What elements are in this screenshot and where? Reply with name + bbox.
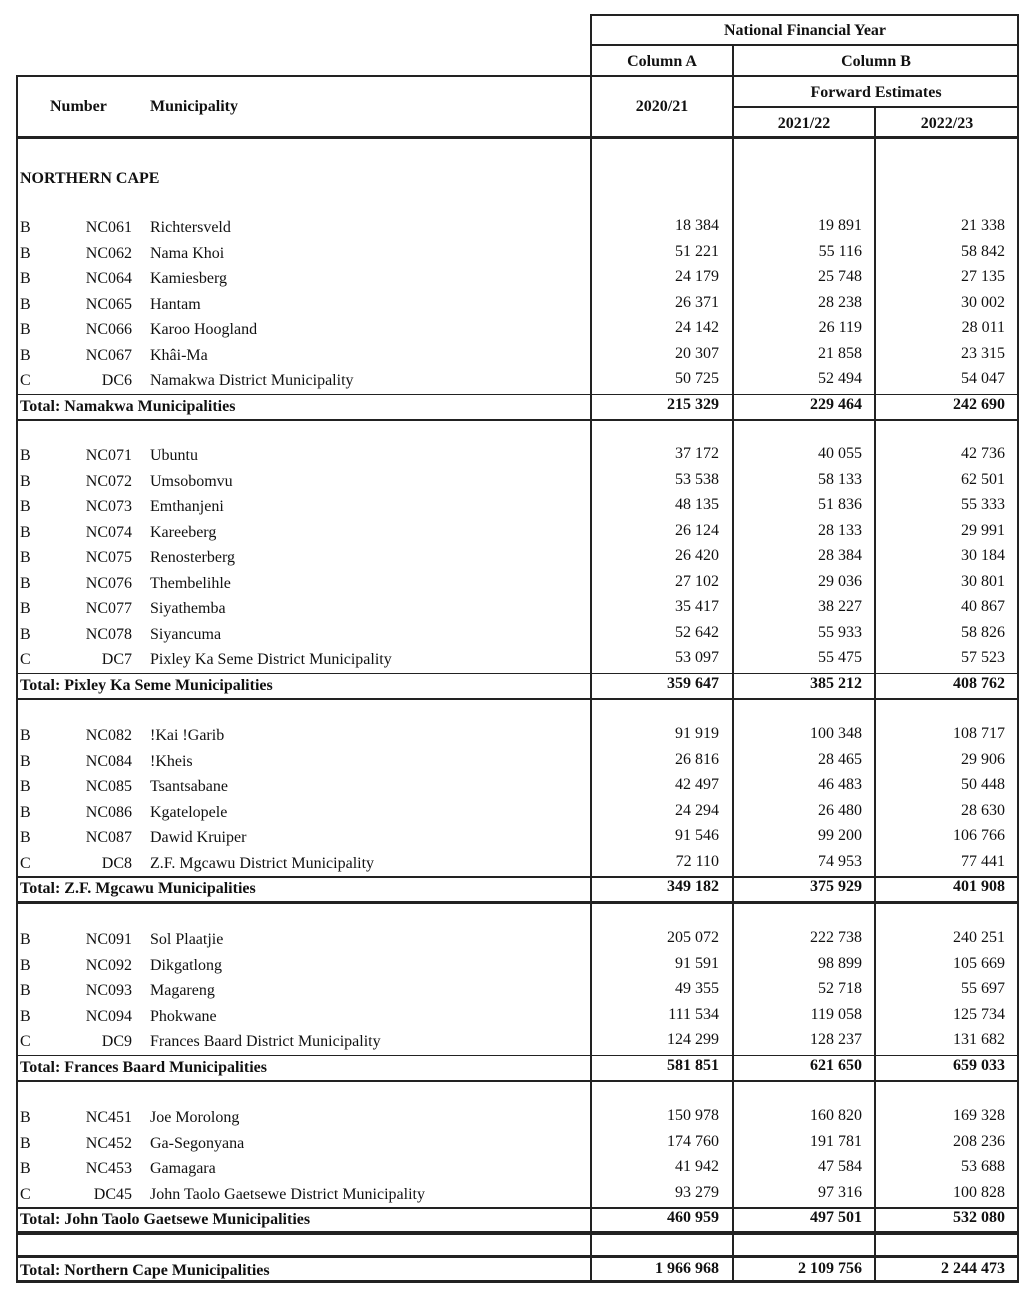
row-value-2021: 222 738 xyxy=(810,929,862,946)
frame-line xyxy=(16,1280,1019,1283)
row-municipality: !Kai !Garib xyxy=(150,727,225,744)
row-code: NC067 xyxy=(85,346,132,364)
row-divider xyxy=(16,698,1019,701)
row-code: NC066 xyxy=(85,321,132,338)
row-category: B xyxy=(20,1109,31,1126)
row-category: C xyxy=(20,1185,31,1203)
header-number: Number xyxy=(50,98,107,115)
row-category: B xyxy=(20,346,31,364)
header-municipality: Municipality xyxy=(150,98,239,115)
row-value-2021: 55 933 xyxy=(818,623,862,641)
row-municipality: Namakwa District Municipality xyxy=(150,372,354,389)
row-category: B xyxy=(20,600,31,617)
row-value-2021: 46 483 xyxy=(818,776,862,793)
row-code: DC6 xyxy=(101,372,132,389)
row-code: NC084 xyxy=(85,752,132,770)
group-total-2020: 359 647 xyxy=(667,674,719,692)
row-value-2020: 42 497 xyxy=(675,776,719,793)
row-value-2020: 93 279 xyxy=(675,1183,719,1201)
row-value-2020: 124 299 xyxy=(667,1031,719,1048)
group-total-label: Total: Namakwa Municipalities xyxy=(20,397,236,415)
row-divider xyxy=(16,673,1019,675)
row-value-2021: 100 348 xyxy=(810,725,862,742)
row-municipality: Thembelihle xyxy=(150,574,231,592)
grand-total-2022: 2 244 473 xyxy=(941,1260,1005,1277)
row-value-2020: 24 142 xyxy=(675,319,719,336)
row-municipality: Richtersveld xyxy=(150,219,231,236)
row-value-2021: 51 836 xyxy=(818,496,862,513)
group-total-label: Total: Z.F. Mgcawu Municipalities xyxy=(20,880,256,897)
row-value-2022: 29 906 xyxy=(961,750,1005,768)
group-total-label: Total: Frances Baard Municipalities xyxy=(20,1058,267,1076)
row-value-2022: 208 236 xyxy=(953,1132,1005,1150)
row-value-2021: 74 953 xyxy=(818,852,862,870)
province-heading: NORTHERN CAPE xyxy=(20,170,160,187)
row-value-2020: 37 172 xyxy=(675,445,719,462)
row-value-2021: 25 748 xyxy=(818,268,862,285)
row-code: NC085 xyxy=(85,778,132,795)
row-value-2022: 55 333 xyxy=(961,496,1005,513)
frame-line xyxy=(733,106,1019,108)
row-code: NC072 xyxy=(85,472,132,490)
row-value-2022: 21 338 xyxy=(961,217,1005,234)
row-code: NC078 xyxy=(85,625,132,643)
row-code: NC061 xyxy=(85,219,132,236)
frame-line xyxy=(16,1255,1019,1258)
row-code: NC064 xyxy=(85,270,132,287)
frame-line xyxy=(590,14,1019,16)
row-code: NC065 xyxy=(85,295,132,313)
row-value-2021: 52 494 xyxy=(818,370,862,387)
group-total-2022: 532 080 xyxy=(953,1209,1005,1226)
row-municipality: Phokwane xyxy=(150,1007,217,1025)
row-municipality: Kareeberg xyxy=(150,523,217,541)
row-value-2022: 40 867 xyxy=(961,598,1005,615)
row-value-2020: 26 816 xyxy=(675,750,719,768)
row-category: C xyxy=(20,1033,31,1050)
row-municipality: Nama Khoi xyxy=(150,244,225,262)
row-code: DC45 xyxy=(93,1185,132,1203)
row-municipality: Joe Morolong xyxy=(150,1109,240,1126)
column-line xyxy=(874,106,876,1282)
row-category: B xyxy=(20,498,31,515)
row-category: B xyxy=(20,244,31,262)
row-category: B xyxy=(20,778,31,795)
row-value-2021: 191 781 xyxy=(810,1132,862,1150)
row-code: NC091 xyxy=(85,931,132,948)
row-value-2021: 26 119 xyxy=(818,319,862,336)
row-municipality: !Kheis xyxy=(150,752,193,770)
row-value-2021: 98 899 xyxy=(818,954,862,972)
row-value-2021: 55 116 xyxy=(818,242,862,260)
row-value-2021: 128 237 xyxy=(810,1031,862,1048)
row-category: B xyxy=(20,1134,31,1152)
row-value-2022: 105 669 xyxy=(953,954,1005,972)
row-value-2020: 205 072 xyxy=(667,929,719,946)
row-value-2022: 100 828 xyxy=(953,1183,1005,1201)
row-value-2022: 28 630 xyxy=(961,801,1005,819)
row-value-2022: 58 842 xyxy=(961,242,1005,260)
row-value-2022: 53 688 xyxy=(961,1158,1005,1175)
row-municipality: Renosterberg xyxy=(150,549,236,566)
row-code: DC7 xyxy=(101,651,132,668)
row-category: B xyxy=(20,727,31,744)
row-category: B xyxy=(20,931,31,948)
row-value-2021: 58 133 xyxy=(818,470,862,488)
row-category: B xyxy=(20,1160,31,1177)
group-total-label: Total: Pixley Ka Seme Municipalities xyxy=(20,676,273,694)
row-code: NC076 xyxy=(85,574,132,592)
row-divider xyxy=(16,419,1019,422)
row-municipality: Magareng xyxy=(150,982,215,999)
row-value-2020: 41 942 xyxy=(675,1158,719,1175)
row-value-2022: 27 135 xyxy=(961,268,1005,285)
row-code: NC452 xyxy=(85,1134,132,1152)
column-line xyxy=(732,44,734,1282)
row-value-2021: 28 465 xyxy=(818,750,862,768)
row-value-2022: 54 047 xyxy=(961,370,1005,387)
row-value-2020: 51 221 xyxy=(675,242,719,260)
row-value-2021: 99 200 xyxy=(818,827,862,844)
group-total-2020: 215 329 xyxy=(667,395,719,413)
row-code: NC077 xyxy=(85,600,132,617)
row-value-2022: 28 011 xyxy=(961,319,1005,336)
row-code: NC094 xyxy=(85,1007,132,1025)
row-municipality: Khâi-Ma xyxy=(150,346,208,364)
grand-total-label: Total: Northern Cape Municipalities xyxy=(20,1262,270,1279)
row-category: C xyxy=(20,651,31,668)
row-code: NC082 xyxy=(85,727,132,744)
row-municipality: Gamagara xyxy=(150,1160,216,1177)
row-municipality: Ga-Segonyana xyxy=(150,1134,245,1152)
row-municipality: Karoo Hoogland xyxy=(150,321,258,338)
row-value-2022: 29 991 xyxy=(961,521,1005,539)
row-value-2020: 49 355 xyxy=(675,980,719,997)
column-line xyxy=(590,14,592,1282)
row-value-2020: 174 760 xyxy=(667,1132,719,1150)
row-municipality: Z.F. Mgcawu District Municipality xyxy=(150,854,375,872)
row-value-2022: 42 736 xyxy=(961,445,1005,462)
row-code: NC093 xyxy=(85,982,132,999)
row-category: B xyxy=(20,270,31,287)
group-total-2022: 659 033 xyxy=(953,1056,1005,1074)
row-municipality: Umsobomvu xyxy=(150,472,233,490)
row-value-2022: 131 682 xyxy=(953,1031,1005,1048)
header-forward-estimates: Forward Estimates xyxy=(810,84,942,101)
row-value-2022: 30 002 xyxy=(961,293,1005,311)
row-category: C xyxy=(20,854,31,872)
group-total-2021: 385 212 xyxy=(810,674,862,692)
row-value-2021: 26 480 xyxy=(818,801,862,819)
row-category: B xyxy=(20,321,31,338)
group-total-2022: 401 908 xyxy=(953,878,1005,895)
row-value-2020: 20 307 xyxy=(675,344,719,362)
row-value-2022: 106 766 xyxy=(953,827,1005,844)
row-value-2021: 119 058 xyxy=(810,1005,862,1023)
row-value-2021: 38 227 xyxy=(818,598,862,615)
row-municipality: Sol Plaatjie xyxy=(150,931,224,948)
row-category: B xyxy=(20,829,31,846)
row-value-2020: 50 725 xyxy=(675,370,719,387)
row-municipality: Dawid Kruiper xyxy=(150,829,247,846)
row-value-2020: 91 919 xyxy=(675,725,719,742)
row-municipality: Siyancuma xyxy=(150,625,222,643)
group-total-2020: 581 851 xyxy=(667,1056,719,1074)
row-category: B xyxy=(20,625,31,643)
row-code: NC453 xyxy=(85,1160,132,1177)
row-code: NC074 xyxy=(85,523,132,541)
row-value-2022: 240 251 xyxy=(953,929,1005,946)
column-line xyxy=(1017,14,1019,1282)
row-value-2022: 23 315 xyxy=(961,344,1005,362)
row-category: B xyxy=(20,549,31,566)
row-value-2020: 24 179 xyxy=(675,268,719,285)
row-value-2022: 50 448 xyxy=(961,776,1005,793)
group-total-2021: 497 501 xyxy=(810,1209,862,1226)
header-national-financial-year: National Financial Year xyxy=(723,22,887,39)
row-code: NC062 xyxy=(85,244,132,262)
row-value-2021: 97 316 xyxy=(818,1183,862,1201)
row-municipality: Siyathemba xyxy=(150,600,226,617)
row-value-2022: 58 826 xyxy=(961,623,1005,641)
row-value-2020: 26 371 xyxy=(675,293,719,311)
row-value-2021: 19 891 xyxy=(818,217,862,234)
row-category: B xyxy=(20,982,31,999)
group-total-2021: 375 929 xyxy=(810,878,862,895)
frame-line xyxy=(590,44,1019,46)
group-total-label: Total: John Taolo Gaetsewe Municipalities xyxy=(20,1211,311,1228)
row-value-2021: 28 133 xyxy=(818,521,862,539)
group-total-2020: 349 182 xyxy=(667,878,719,895)
row-code: DC9 xyxy=(101,1033,132,1050)
row-value-2022: 57 523 xyxy=(961,649,1005,666)
row-code: NC092 xyxy=(85,956,132,974)
row-category: B xyxy=(20,295,31,313)
row-value-2020: 53 097 xyxy=(675,649,719,666)
group-total-2020: 460 959 xyxy=(667,1209,719,1226)
group-total-2022: 242 690 xyxy=(953,395,1005,413)
row-value-2022: 55 697 xyxy=(961,980,1005,997)
row-divider xyxy=(16,876,1019,878)
row-category: B xyxy=(20,752,31,770)
row-value-2021: 21 858 xyxy=(818,344,862,362)
row-value-2020: 150 978 xyxy=(667,1107,719,1124)
row-value-2020: 27 102 xyxy=(675,572,719,590)
row-value-2020: 24 294 xyxy=(675,801,719,819)
row-value-2022: 125 734 xyxy=(953,1005,1005,1023)
row-municipality: Kamiesberg xyxy=(150,270,228,287)
row-divider xyxy=(16,1080,1019,1083)
row-municipality: Frances Baard District Municipality xyxy=(150,1033,381,1050)
group-total-2021: 621 650 xyxy=(810,1056,862,1074)
row-municipality: Tsantsabane xyxy=(150,778,228,795)
row-value-2021: 40 055 xyxy=(818,445,862,462)
row-value-2022: 62 501 xyxy=(961,470,1005,488)
row-category: B xyxy=(20,803,31,821)
row-value-2021: 52 718 xyxy=(818,980,862,997)
group-total-2022: 408 762 xyxy=(953,674,1005,692)
row-municipality: John Taolo Gaetsewe District Municipality xyxy=(150,1185,425,1203)
row-value-2022: 108 717 xyxy=(953,725,1005,742)
row-category: B xyxy=(20,1007,31,1025)
row-value-2021: 28 384 xyxy=(818,547,862,564)
row-category: B xyxy=(20,956,31,974)
row-divider xyxy=(16,901,1019,904)
row-municipality: Emthanjeni xyxy=(150,498,224,515)
grand-total-2020: 1 966 968 xyxy=(655,1260,719,1277)
row-code: NC087 xyxy=(85,829,132,846)
row-value-2022: 30 801 xyxy=(961,572,1005,590)
row-code: NC086 xyxy=(85,803,132,821)
row-category: C xyxy=(20,372,31,389)
row-municipality: Pixley Ka Seme District Municipality xyxy=(150,651,392,668)
group-total-2021: 229 464 xyxy=(810,395,862,413)
row-value-2021: 47 584 xyxy=(818,1158,862,1175)
row-category: B xyxy=(20,219,31,236)
row-municipality: Kgatelopele xyxy=(150,803,228,821)
row-value-2020: 111 534 xyxy=(668,1005,719,1023)
row-value-2022: 30 184 xyxy=(961,547,1005,564)
row-category: B xyxy=(20,447,31,464)
row-divider xyxy=(16,1207,1019,1209)
row-divider xyxy=(16,394,1019,396)
header-year-2020: 2020/21 xyxy=(635,98,689,115)
row-value-2020: 48 135 xyxy=(675,496,719,513)
row-municipality: Ubuntu xyxy=(150,447,198,464)
row-municipality: Dikgatlong xyxy=(150,956,222,974)
row-value-2020: 18 384 xyxy=(675,217,719,234)
row-value-2020: 72 110 xyxy=(675,852,719,870)
row-value-2021: 28 238 xyxy=(818,293,862,311)
row-code: NC075 xyxy=(85,549,132,566)
row-category: B xyxy=(20,574,31,592)
frame-line xyxy=(16,136,1019,139)
row-value-2021: 55 475 xyxy=(818,649,862,666)
frame-line xyxy=(16,75,1019,77)
row-value-2022: 77 441 xyxy=(961,852,1005,870)
row-value-2020: 52 642 xyxy=(675,623,719,641)
row-category: B xyxy=(20,472,31,490)
row-municipality: Hantam xyxy=(150,295,201,313)
row-value-2020: 26 124 xyxy=(675,521,719,539)
row-divider xyxy=(16,1055,1019,1057)
header-column-a: Column A xyxy=(627,53,697,70)
header-column-b: Column B xyxy=(841,53,911,70)
row-value-2020: 26 420 xyxy=(675,547,719,564)
row-value-2020: 35 417 xyxy=(675,598,719,615)
row-code: NC451 xyxy=(85,1109,132,1126)
row-category: B xyxy=(20,523,31,541)
row-value-2020: 91 591 xyxy=(675,954,719,972)
grand-total-2021: 2 109 756 xyxy=(798,1260,862,1277)
row-value-2022: 169 328 xyxy=(953,1107,1005,1124)
row-value-2021: 29 036 xyxy=(818,572,862,590)
row-value-2021: 160 820 xyxy=(810,1107,862,1124)
row-code: NC073 xyxy=(85,498,132,515)
header-year-2022: 2022/23 xyxy=(920,115,974,132)
column-line xyxy=(16,75,18,1282)
row-code: DC8 xyxy=(101,854,132,872)
row-value-2020: 91 546 xyxy=(675,827,719,844)
header-year-2021: 2021/22 xyxy=(777,115,831,132)
row-code: NC071 xyxy=(85,447,132,464)
frame-line xyxy=(16,1231,1019,1233)
row-value-2020: 53 538 xyxy=(675,470,719,488)
